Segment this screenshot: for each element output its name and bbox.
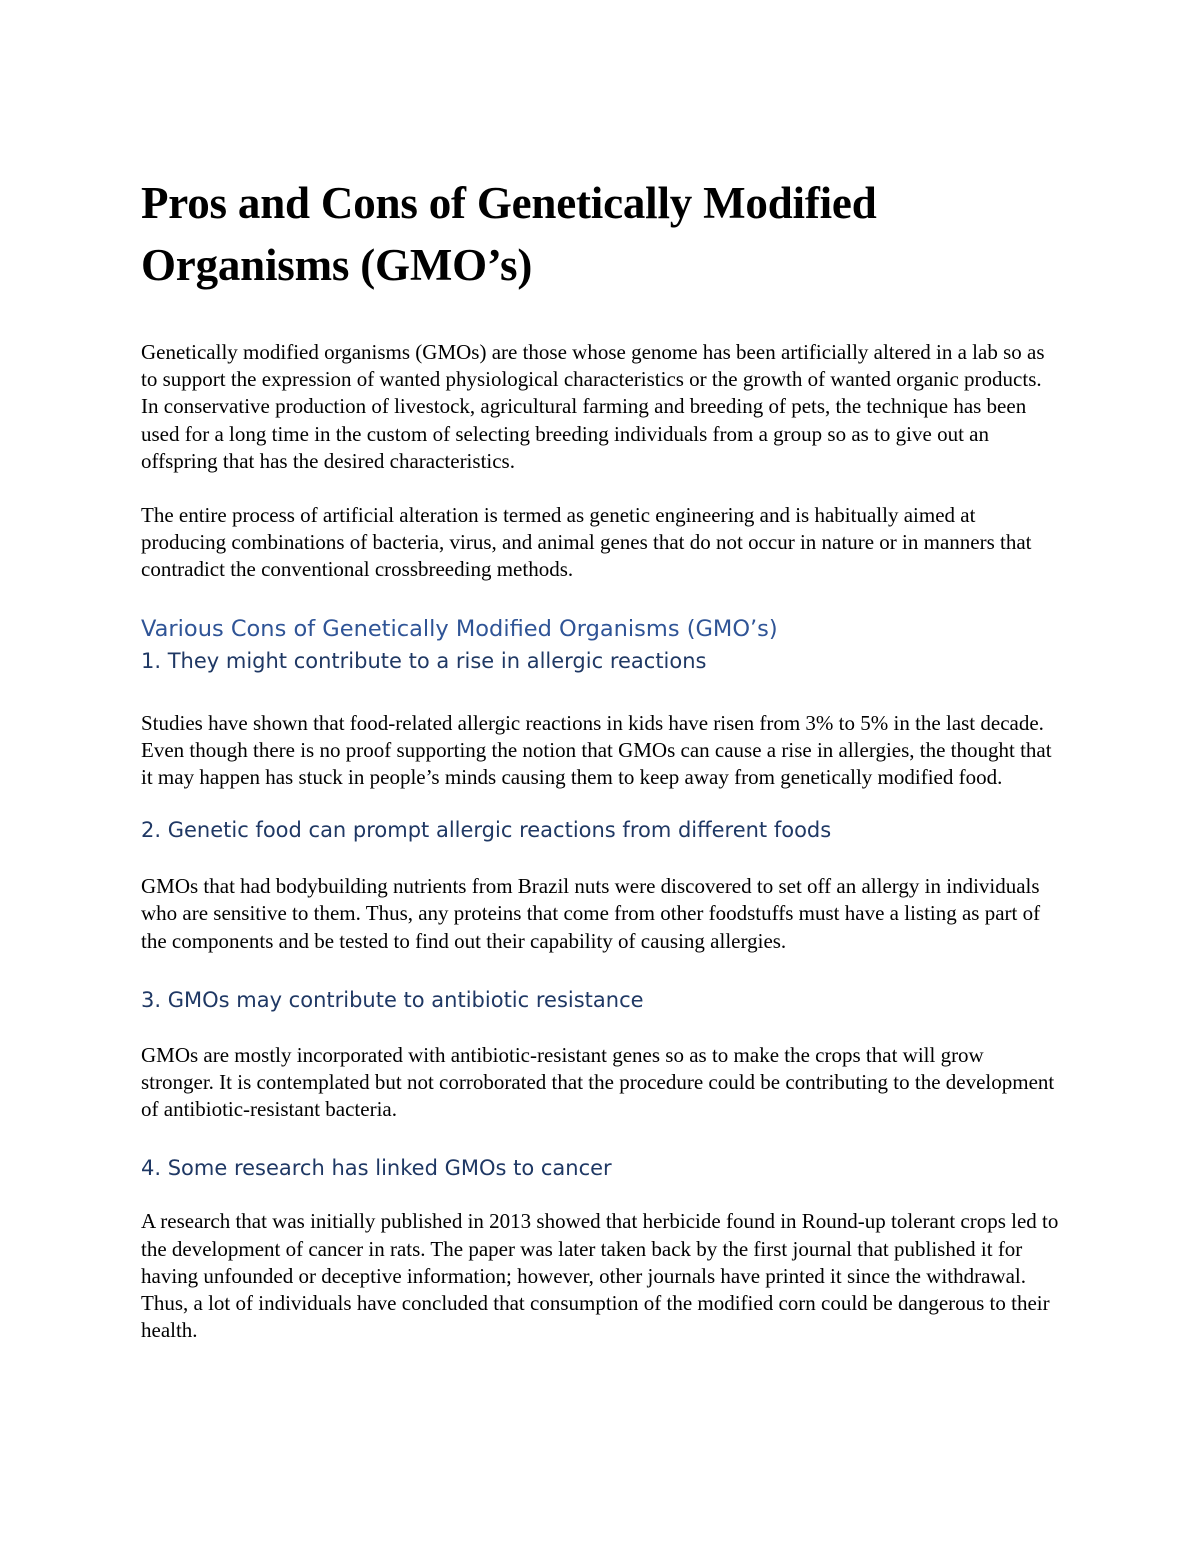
- con-heading-2: 2. Genetic food can prompt allergic reactions from different foods: [141, 818, 832, 843]
- document-title: Pros and Cons of Genetically Modified Organisms (GMO’s): [141, 178, 877, 290]
- con-heading-3: 3. GMOs may contribute to antibiotic resistance: [141, 987, 644, 1012]
- con-heading-4: 4. Some research has linked GMOs to cancer: [141, 1156, 612, 1181]
- section-heading-cons: Various Cons of Genetically Modified Organisms (GMO’s): [141, 615, 778, 642]
- con-paragraph-4: A research that was initially published in 2013 showed that herbicide found in Round-up tolerant crops led to the development of cancer in rats. The paper was later taken back by the first journal that published it for having unfounded or deceptive information; however, other journals have printed it since the withdrawal. Thus, a lot of individuals have concluded that consumption of the modified corn could be dangerous to their health.: [141, 1209, 1059, 1343]
- intro-paragraph-1: Genetically modified organisms (GMOs) are those whose genome has been artificially altered in a lab so as to support the expression of wanted physiological characteristics or the growth of wanted organic products. In conservative production of livestock, agricultural farming and breeding of pets, the technique has been used for a long time in the custom of selecting breeding individuals from a group so as to give out an offspring that has the desired characteristics.: [141, 340, 1045, 473]
- con-heading-1: 1. They might contribute to a rise in allergic reactions: [141, 648, 707, 673]
- document-page: [141, 172, 1061, 1371]
- con-paragraph-2: GMOs that had bodybuilding nutrients from Brazil nuts were discovered to set off an allergy in individuals who are sensitive to them. Thus, any proteins that come from other foodstuffs must have a listing as part of the components and be tested to find out their capability of causing allergies.: [141, 874, 1041, 953]
- intro-paragraph-2: The entire process of artificial alteration is termed as genetic engineering and is habitually aimed at producing combinations of bacteria, virus, and animal genes that do not occur in nature or in manners that contradict the conventional crossbreeding methods.: [141, 503, 1032, 582]
- con-paragraph-3: GMOs are mostly incorporated with antibiotic-resistant genes so as to make the crops that will grow stronger. It is contemplated but not corroborated that the procedure could be contributing to the development of antibiotic-resistant bacteria.: [141, 1042, 1055, 1122]
- con-paragraph-1: Studies have shown that food-related allergic reactions in kids have risen from 3% to 5% in the last decade. Even though there is no proof supporting the notion that GMOs can cause a rise in allergies, the thought that it may happen has stuck in people’s minds causing them to keep away from genetically modified food.: [141, 710, 1052, 790]
